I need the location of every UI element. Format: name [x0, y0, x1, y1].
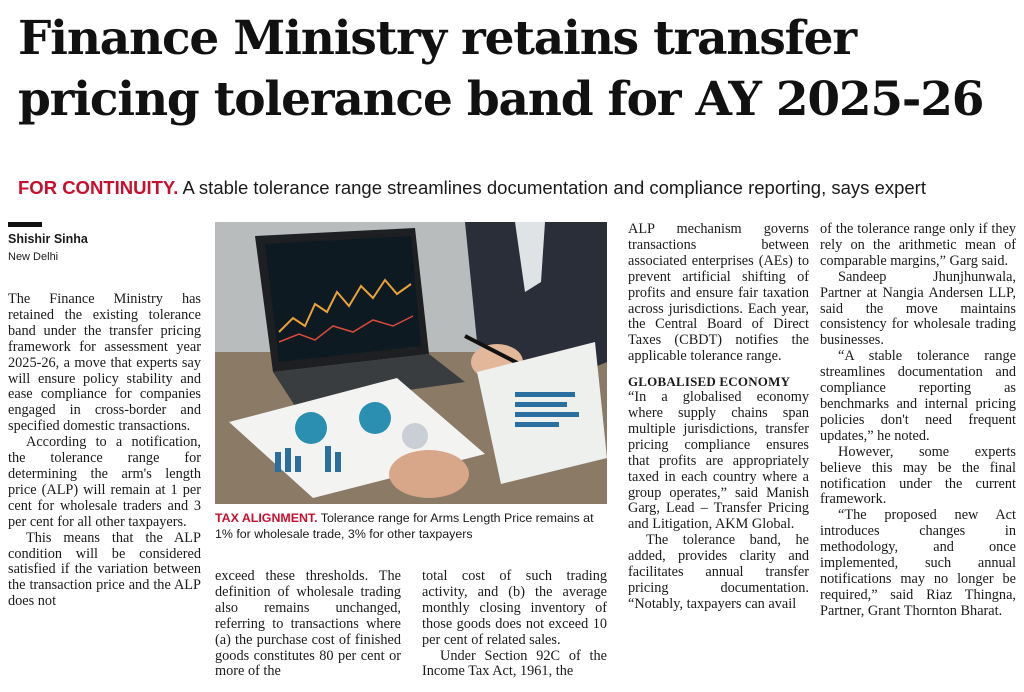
body-column-4 — [628, 222, 809, 613]
paragraph: However, some experts believe this may be the final notification under the current framework. — [820, 443, 1016, 508]
paragraph: This means that the ALP condition will be considered satisfied if the variation between the transaction price and the ALP does not — [8, 529, 201, 610]
body-column-3 — [422, 569, 607, 680]
headline-line-2: pricing tolerance band for AY 2025-26 — [18, 72, 984, 127]
paragraph: The Finance Ministry has retained the existing tolerance band under the transfer pricing framework for assessment year 2025-26, a move that experts say will ensure policy stability and ease compliance for companies engaged in cross-border and specified domestic transactions. — [8, 291, 201, 435]
dateline: New Delhi — [8, 251, 59, 263]
standfirst — [18, 176, 1018, 200]
paragraph: ALP mechanism governs transactions between associated enterprises (AEs) to prevent artificial shifting of profits and ensure fair taxation across jurisdictions. Each year, the Central Board of Direct Taxes (CBDT) notifies the applicable tolerance range. — [628, 221, 809, 365]
paragraph: Sandeep Jhunjhunwala, Partner at Nangia Andersen LLP, said the move maintains consistency for wholesale trading businesses. — [820, 268, 1016, 349]
caption-kicker: TAX ALIGNMENT. — [215, 511, 318, 525]
paragraph: According to a notification, the tolerance range for determining the arm's length price (ALP) will remain at 1 per cent for wholesale traders and 3 per cent for all other taxpayers. — [8, 434, 201, 530]
headline-line-1: Finance Ministry retains transfer — [18, 11, 856, 66]
paragraph: “A stable tolerance range streamlines documentation and compliance reporting as benchmarks and internal pricing policies don't need frequent updates,” he noted. — [820, 348, 1016, 444]
paragraph: of the tolerance range only if they rely on the arithmetic mean of comparable margins,” Garg said. — [820, 221, 1016, 269]
paragraph: “In a globalised economy where supply chains span multiple jurisdictions, transfer pricing compliance ensures that profits are appropriately taxed in each country where a group operates,” said Manish Garg, Lead – Transfer Pricing and Litigation, AKM Global. — [628, 389, 809, 533]
paragraph: Under Section 92C of the Income Tax Act, 1961, the — [422, 647, 607, 680]
body-column-2 — [215, 569, 401, 680]
paragraph: “The proposed new Act introduces changes in methodology, and once implemented, such annual notifications may no longer be required,” said Riaz Thingna, Partner, Grant Thornton Bharat. — [820, 507, 1016, 619]
paragraph: total cost of such trading activity, and (b) the average monthly closing inventory of those goods does not exceed 10 per cent of related sales. — [422, 568, 607, 648]
paragraph: The tolerance band, he added, provides clarity and facilitates annual transfer pricing documentation. “Notably, taxpayers can avail — [628, 532, 809, 612]
subheading: GLOBALISED ECONOMY — [628, 374, 791, 390]
photo-caption — [215, 510, 607, 542]
caption-text: Tolerance range for Arms Length Price remains at 1% for wholesale trade, 3% for other taxpayers — [215, 511, 594, 541]
author-name: Shishir Sinha — [8, 232, 88, 246]
paragraph: exceed these thresholds. The definition of wholesale trading also remains unchanged, referring to transactions where (a) the purchase cost of finished goods constitutes 80 per cent or more of the — [215, 568, 401, 680]
body-column-1 — [8, 292, 201, 610]
headline — [18, 8, 1018, 130]
standfirst-kicker: FOR CONTINUITY. — [18, 177, 179, 198]
byline-rule — [8, 222, 42, 227]
article-photo — [215, 222, 607, 504]
standfirst-text: A stable tolerance range streamlines documentation and compliance reporting, says expert — [182, 177, 926, 198]
body-column-5 — [820, 222, 1016, 620]
